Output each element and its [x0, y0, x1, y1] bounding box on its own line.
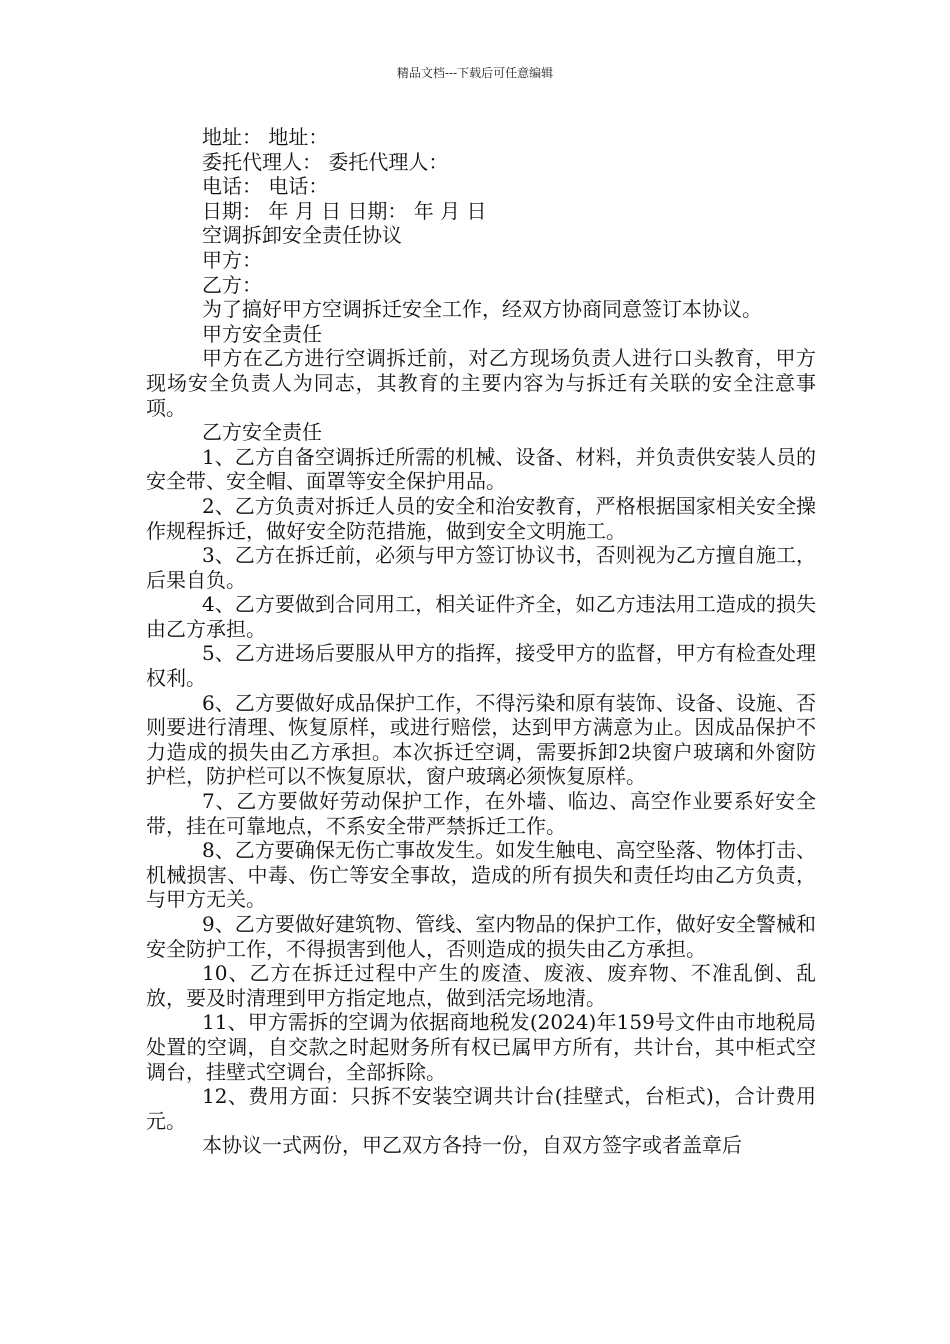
clause-10: 10、乙方在拆迁过程中产生的废渣、废液、废弃物、不准乱倒、乱放，要及时清理到甲方指定地点，做到活完场地清。 — [146, 961, 816, 1010]
party-b-line: 乙方： — [202, 272, 262, 297]
document-body — [146, 125, 816, 1158]
page-header-note: 精品文档---下载后可任意编辑 — [396, 66, 554, 80]
clause-8: 8、乙方要确保无伤亡事故发生。如发生触电、高空坠落、物体打击、机械损害、中毒、伤亡等安全事故，造成的所有损失和责任均由乙方负责，与甲方无关。 — [146, 838, 816, 912]
section-a-heading: 甲方安全责任 — [202, 321, 322, 346]
date-line: 日期： 年 月 日 日期： 年 月 日 — [202, 198, 487, 223]
agreement-title: 空调拆卸安全责任协议 — [202, 223, 402, 248]
clause-7: 7、乙方要做好劳动保护工作，在外墙、临边、高空作业要系好安全带，挂在可靠地点，不系安全带严禁拆迁工作。 — [146, 789, 816, 838]
closing-paragraph: 本协议一式两份，甲乙双方各持一份，自双方签字或者盖章后 — [202, 1133, 742, 1158]
agent-line: 委托代理人： 委托代理人： — [202, 149, 449, 174]
section-a-body: 甲方在乙方进行空调拆迁前，对乙方现场负责人进行口头教育，甲方现场安全负责人为同志，其教育的主要内容为与拆迁有关联的安全注意事项。 — [146, 346, 816, 420]
clause-6: 6、乙方要做好成品保护工作，不得污染和原有装饰、设备、设施、否则要进行清理、恢复原样，或进行赔偿，达到甲方满意为止。因成品保护不力造成的损失由乙方承担。本次拆迁空调，需要拆卸2块窗户玻璃和外窗防护栏，防护栏可以不恢复原状，窗户玻璃必须恢复原样。 — [146, 690, 816, 789]
intro-paragraph: 为了搞好甲方空调拆迁安全工作，经双方协商同意签订本协议。 — [202, 297, 762, 322]
phone-line: 电话： 电话： — [202, 174, 329, 199]
clause-2: 2、乙方负责对拆迁人员的安全和治安教育，严格根据国家相关安全操作规程拆迁，做好安全防范措施，做到安全文明施工。 — [146, 493, 816, 543]
clause-3: 3、乙方在拆迁前，必须与甲方签订协议书，否则视为乙方擅自施工，后果自负。 — [146, 543, 816, 592]
address-line: 地址： 地址： — [202, 125, 329, 149]
clause-12: 12、费用方面：只拆不安装空调共计台(挂壁式，台柜式)，合计费用元。 — [146, 1084, 816, 1133]
clause-1: 1、乙方自备空调拆迁所需的机械、设备、材料，并负责供安装人员的安全带、安全帽、面罩等安全保护用品。 — [146, 444, 816, 494]
clause-9: 9、乙方要做好建筑物、管线、室内物品的保护工作，做好安全警械和安全防护工作，不得损害到他人，否则造成的损失由乙方承担。 — [146, 912, 816, 961]
clause-4: 4、乙方要做到合同用工，相关证件齐全，如乙方违法用工造成的损失由乙方承担。 — [146, 592, 816, 641]
section-b-heading: 乙方安全责任 — [202, 420, 322, 445]
clause-11: 11、甲方需拆的空调为依据商地税发(2024)年159号文件由市地税局处置的空调，自交款之时起财务所有权已属甲方所有，共计台，其中柜式空调台，挂壁式空调台，全部拆除。 — [146, 1010, 816, 1084]
party-a-line: 甲方： — [202, 247, 262, 272]
clause-5: 5、乙方进场后要服从甲方的指挥，接受甲方的监督，甲方有检查处理权利。 — [146, 641, 816, 691]
